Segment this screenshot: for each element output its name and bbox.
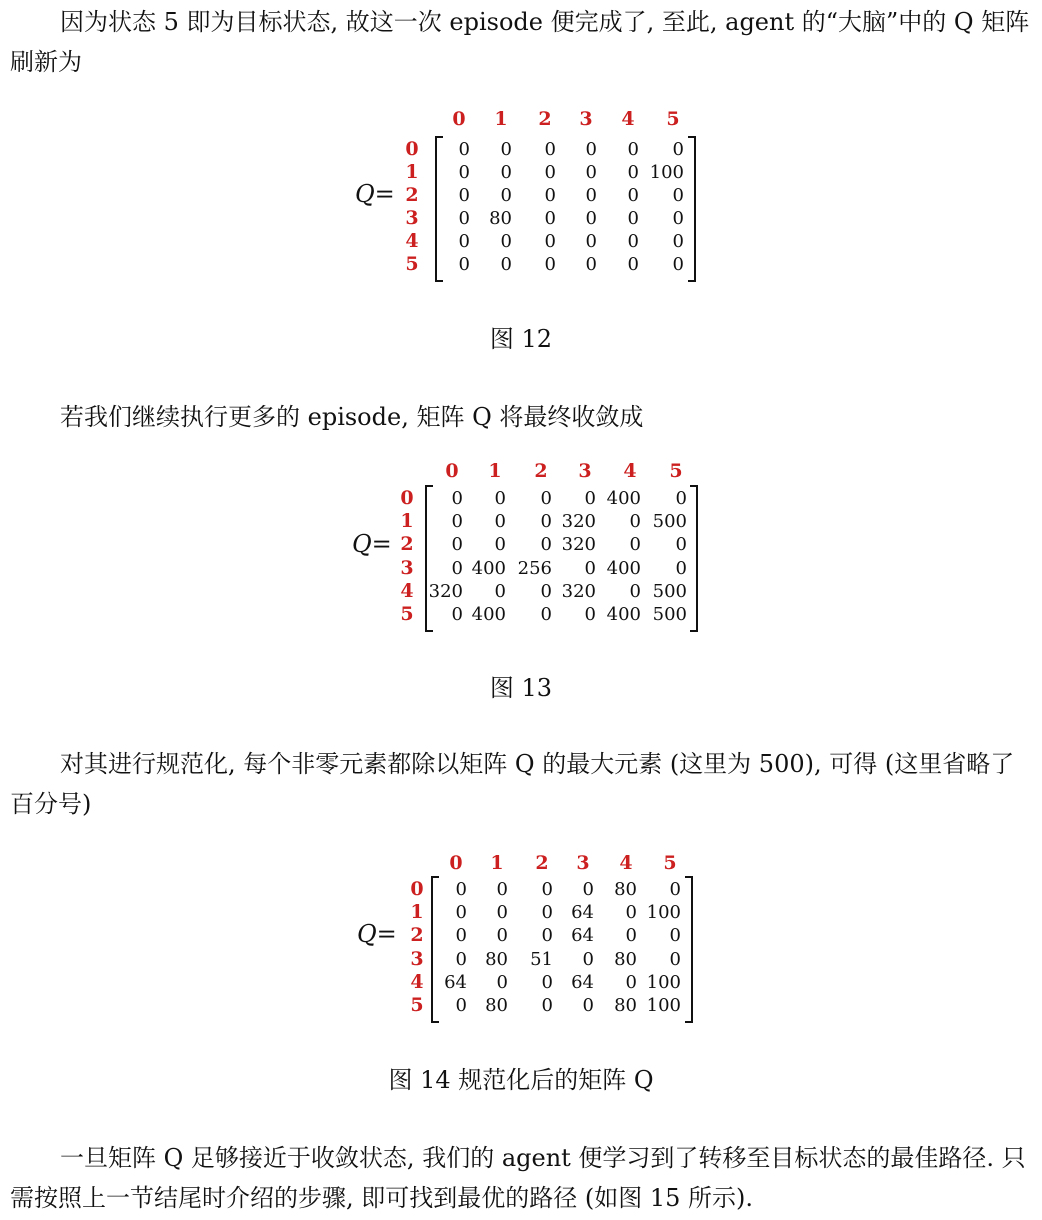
matrix-cell: 0 [541,971,553,993]
row-label: 2 [400,533,414,556]
matrix-cell: 0 [458,162,470,183]
matrix-cell: 0 [500,162,512,183]
matrix-cell: 0 [669,879,681,900]
matrix-cell: 320 [561,534,596,556]
matrix-cell: 400 [606,488,641,509]
matrix-cell: 0 [496,925,508,947]
matrix-cell: 0 [455,879,467,900]
matrix-cell: 0 [541,995,553,1016]
column-label: 5 [669,460,683,482]
paragraph-optimal-path: 一旦矩阵 Q 足够接近于收敛状态, 我们的 agent 便学习到了转移至目标状态的最佳路径. 只需按照上一节结尾时介绍的步骤, 即可找到最优的路径 (如图 15 所示). [10,1144,1026,1212]
matrix-cell: 0 [494,534,506,556]
matrix-cell: 0 [451,557,463,579]
matrix-cell: 0 [496,879,508,900]
matrix-cell: 0 [585,231,597,252]
column-label: 4 [623,460,637,482]
matrix-cell: 0 [494,488,506,509]
matrix-cell: 0 [669,925,681,947]
matrix-cell: 0 [672,254,684,275]
matrix-cell: 0 [629,580,641,602]
column-label: 1 [488,460,502,482]
matrix-cell: 0 [500,185,512,206]
matrix-cell: 0 [585,162,597,183]
row-label: 0 [405,138,419,160]
matrix-cell: 0 [500,231,512,252]
matrix-cell: 0 [585,208,597,229]
row-label: 3 [405,207,419,229]
matrix-cell: 0 [675,488,687,509]
q-label: Q= [352,530,392,558]
matrix-cell: 0 [496,902,508,924]
matrix-cell: 0 [675,557,687,579]
matrix-cell: 0 [541,879,553,900]
matrix-cell: 0 [544,139,556,160]
matrix-cell: 0 [629,511,641,533]
matrix-cell: 0 [458,208,470,229]
matrix-cell: 0 [582,948,594,970]
row-label: 2 [405,184,419,206]
matrix-cell: 0 [627,208,639,229]
column-label: 3 [576,852,590,874]
paragraph-converge: 若我们继续执行更多的 episode, 矩阵 Q 将最终收敛成 [60,403,644,431]
matrix-cell: 0 [458,185,470,206]
column-label: 2 [534,460,548,482]
matrix-cell: 0 [496,971,508,993]
matrix-cell: 0 [541,925,553,947]
matrix-cell: 256 [517,557,552,579]
row-label: 4 [405,230,419,252]
matrix-cell: 0 [672,139,684,160]
matrix-cell: 0 [544,185,556,206]
figure-14-caption: 图 14 规范化后的矩阵 Q [388,1066,654,1094]
matrix-cell: 320 [561,580,596,602]
matrix-cell: 0 [500,139,512,160]
matrix-cell: 0 [629,534,641,556]
matrix-cell: 0 [540,534,552,556]
matrix-cell: 0 [627,185,639,206]
matrix-cell: 0 [672,185,684,206]
matrix-cell: 80 [489,208,512,229]
column-label: 1 [490,852,504,874]
matrix-cell: 0 [627,139,639,160]
matrix-cell: 0 [584,557,596,579]
matrix-cell: 0 [540,604,552,625]
column-label: 3 [579,108,593,130]
matrix-cell: 0 [540,488,552,509]
paragraph-normalize: 对其进行规范化, 每个非零元素都除以矩阵 Q 的最大元素 (这里为 500), 可得 (这里省略了百分号) [10,750,1015,818]
matrix-cell: 0 [540,580,552,602]
matrix-cell: 320 [428,580,463,602]
row-label: 1 [400,510,414,533]
matrix-cell: 400 [606,557,641,579]
matrix-cell: 0 [455,925,467,947]
row-label: 4 [410,970,424,993]
matrix-cell: 0 [494,580,506,602]
row-label: 0 [410,878,424,900]
matrix-cell: 0 [625,925,637,947]
matrix-cell: 0 [455,902,467,924]
paragraph-q-refresh: 因为状态 5 即为目标状态, 故这一次 episode 便完成了, 至此, agent 的“大脑”中的 Q 矩阵刷新为 [10,8,1030,76]
matrix-cell: 64 [571,925,594,947]
q-label: Q= [357,920,397,948]
row-label: 3 [410,947,424,970]
matrix-cell: 500 [652,604,687,625]
matrix-cell: 0 [544,231,556,252]
column-label: 2 [535,852,549,874]
column-label: 3 [578,460,592,482]
column-label: 0 [449,852,463,874]
matrix-cell: 0 [544,208,556,229]
matrix-cell: 500 [652,511,687,533]
matrix-cell: 0 [451,534,463,556]
matrix-cell: 500 [652,580,687,602]
matrix-right-bracket [688,136,696,282]
matrix-cell: 0 [451,604,463,625]
matrix-cell: 80 [485,995,508,1016]
matrix-cell: 0 [672,208,684,229]
column-label: 2 [538,108,552,130]
matrix-cell: 0 [458,231,470,252]
matrix-cell: 0 [458,254,470,275]
matrix-right-bracket [685,876,693,1023]
matrix-cell: 400 [471,557,506,579]
matrix-cell: 0 [585,139,597,160]
column-label: 5 [663,852,677,874]
matrix-cell: 400 [471,604,506,625]
matrix-cell: 0 [544,254,556,275]
matrix-cell: 0 [584,488,596,509]
matrix-cell: 0 [582,995,594,1016]
matrix-cell: 320 [561,511,596,533]
matrix-cell: 0 [675,534,687,556]
matrix-cell: 0 [669,948,681,970]
matrix-cell: 80 [614,995,637,1016]
column-label: 4 [621,108,635,130]
row-label: 3 [400,556,414,579]
matrix-cell: 0 [585,185,597,206]
matrix-cell: 0 [625,902,637,924]
row-label: 5 [400,603,414,625]
row-label: 0 [400,487,414,509]
matrix-cell: 0 [455,995,467,1016]
matrix-right-bracket [690,485,698,632]
matrix-cell: 80 [614,948,637,970]
row-label: 4 [400,579,414,602]
matrix-cell: 80 [614,879,637,900]
column-label: 0 [452,108,466,130]
row-label: 2 [410,924,424,947]
matrix-cell: 0 [544,162,556,183]
row-label: 1 [410,901,424,924]
matrix-cell: 0 [541,902,553,924]
matrix-cell: 100 [646,995,681,1016]
matrix-cell: 0 [585,254,597,275]
matrix-cell: 100 [649,162,684,183]
column-label: 4 [619,852,633,874]
matrix-cell: 0 [455,948,467,970]
matrix-cell: 64 [571,971,594,993]
matrix-cell: 0 [494,511,506,533]
matrix-cell: 0 [451,488,463,509]
matrix-cell: 51 [530,948,553,970]
matrix-cell: 0 [451,511,463,533]
matrix-cell: 0 [625,971,637,993]
matrix-cell: 80 [485,948,508,970]
matrix-cell: 64 [444,971,467,993]
figure-12-caption: 图 12 [489,325,553,353]
column-label: 5 [666,108,680,130]
column-label: 0 [445,460,459,482]
matrix-cell: 64 [571,902,594,924]
matrix-cell: 0 [627,254,639,275]
row-label: 5 [405,253,419,275]
column-label: 1 [494,108,508,130]
matrix-cell: 0 [627,162,639,183]
matrix-cell: 0 [582,879,594,900]
matrix-cell: 0 [627,231,639,252]
row-label: 1 [405,161,419,183]
matrix-cell: 100 [646,971,681,993]
matrix-cell: 0 [540,511,552,533]
matrix-cell: 0 [500,254,512,275]
matrix-cell: 0 [458,139,470,160]
matrix-cell: 100 [646,902,681,924]
matrix-cell: 0 [672,231,684,252]
figure-13-caption: 图 13 [489,674,553,702]
row-label: 5 [410,994,424,1016]
q-label: Q= [355,180,395,208]
matrix-cell: 0 [584,604,596,625]
matrix-cell: 400 [606,604,641,625]
